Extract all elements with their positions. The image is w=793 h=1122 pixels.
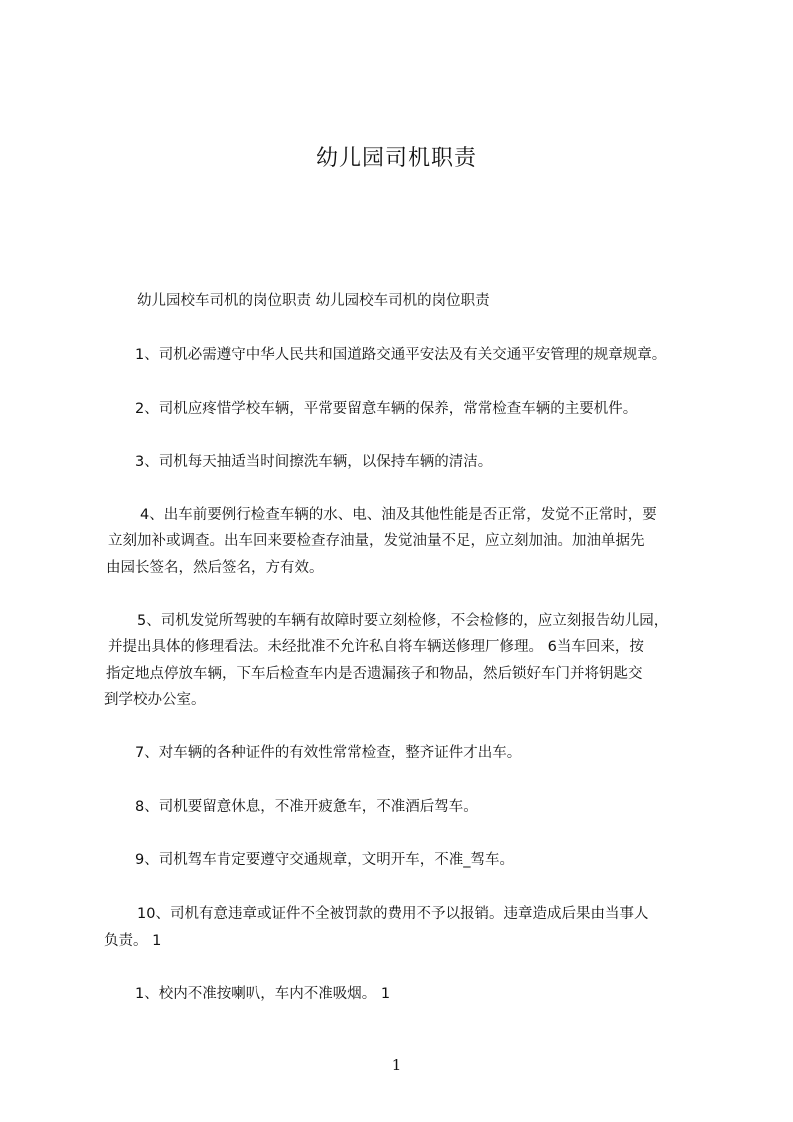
paragraph-4-line-1: 4、出车前要例行检查车辆的水、电、油及其他性能是否正常，发觉不正常时，要: [140, 507, 657, 523]
paragraph-5-line-1: 5、司机发觉所驾驶的车辆有故障时要立刻检修，不会检修的，应立刻报告幼儿园，: [137, 613, 669, 629]
page-title: 幼儿园司机职责: [315, 146, 477, 171]
paragraph-7-line-1: 7、对车辆的各种证件的有效性常常检查，整齐证件才出车。: [135, 745, 522, 761]
paragraph-9-line-1: 9、司机驾车肯定要遵守交通规章，文明开车，不准_驾车。: [135, 852, 514, 868]
paragraph-1-line-1: 1、司机必需遵守中华人民共和国道路交通平安法及有关交通平安管理的规章规章。: [135, 347, 667, 363]
subtitle-line: 幼儿园校车司机的岗位职责 幼儿园校车司机的岗位职责: [137, 293, 490, 309]
paragraph-5-line-4: 到学校办公室。: [104, 692, 206, 708]
paragraph-4-line-2: 立刻加补或调查。出车回来要检查存油量，发觉油量不足，应立刻加油。加油单据先: [108, 533, 645, 549]
paragraph-11-line-1: 1、校内不准按喇叭，车内不准吸烟。 1: [135, 986, 391, 1002]
paragraph-4-line-3: 由园长签名，然后签名，方有效。: [106, 560, 324, 576]
paragraph-2-line-1: 2、司机应疼惜学校车辆，平常要留意车辆的保养，常常检查车辆的主要机件。: [135, 401, 638, 417]
paragraph-5-line-2: 并提出具体的修理看法。未经批准不允许私自将车辆送修理厂修理。 6当车回来，按: [108, 639, 644, 655]
paragraph-5-line-3: 指定地点停放车辆，下车后检查车内是否遗漏孩子和物品，然后锁好车门并将钥匙交: [106, 666, 643, 682]
paragraph-3-line-1: 3、司机每天抽适当时间擦洗车辆，以保持车辆的清洁。: [135, 454, 493, 470]
paragraph-10-line-1: 10、司机有意违章或证件不全被罚款的费用不予以报销。违章造成后果由当事人: [137, 906, 649, 922]
paragraph-8-line-1: 8、司机要留意休息，不准开疲惫车，不准酒后驾车。: [135, 799, 478, 815]
paragraph-10-line-2: 负责。 1: [104, 933, 162, 949]
page-number: 1: [391, 1056, 402, 1074]
